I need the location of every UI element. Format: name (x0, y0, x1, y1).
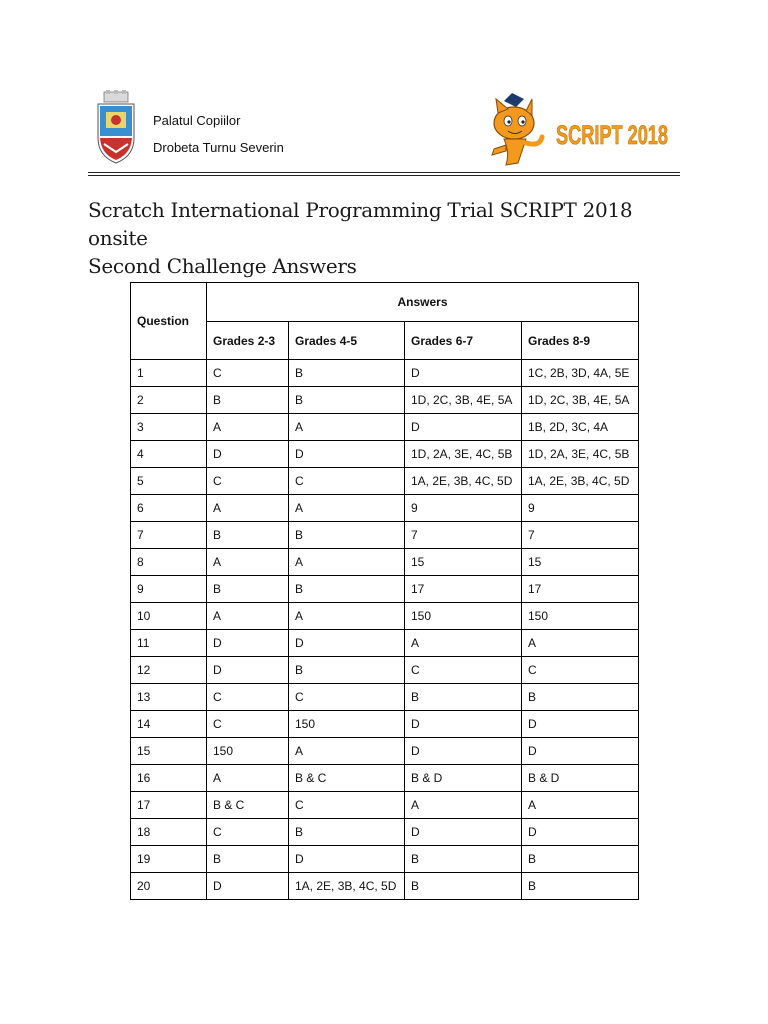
table-row (131, 441, 639, 468)
table-row (131, 522, 639, 549)
answer-cell: 1D, 2C, 3B, 4E, 5A (522, 387, 639, 414)
answer-cell: D (405, 414, 522, 441)
question-number-cell: 5 (131, 468, 207, 495)
answer-cell: A (289, 603, 405, 630)
answer-cell: D (207, 657, 289, 684)
answer-cell: 9 (405, 495, 522, 522)
answer-cell: 1D, 2A, 3E, 4C, 5B (522, 441, 639, 468)
answer-cell: B (405, 846, 522, 873)
question-number-cell: 11 (131, 630, 207, 657)
question-number-cell: 1 (131, 360, 207, 387)
question-header: Question (131, 283, 207, 360)
answer-cell: A (207, 495, 289, 522)
table-row (131, 846, 639, 873)
answers-table (130, 282, 639, 900)
answer-cell: C (207, 684, 289, 711)
answer-cell: 1A, 2E, 3B, 4C, 5D (522, 468, 639, 495)
answer-cell: D (405, 711, 522, 738)
answer-cell: C (207, 468, 289, 495)
question-number-cell: 19 (131, 846, 207, 873)
table-row (131, 765, 639, 792)
answer-cell: B (207, 522, 289, 549)
table-row (131, 468, 639, 495)
question-number-cell: 9 (131, 576, 207, 603)
table-row (131, 630, 639, 657)
table-row (131, 738, 639, 765)
grade-header: Grades 2-3 (207, 322, 289, 360)
answer-cell: A (405, 630, 522, 657)
answer-cell: B (522, 873, 639, 900)
answer-cell: B (289, 522, 405, 549)
table-row (131, 387, 639, 414)
table-row (131, 549, 639, 576)
table-row (131, 657, 639, 684)
answer-cell: C (289, 792, 405, 819)
question-number-cell: 15 (131, 738, 207, 765)
answer-cell: D (289, 441, 405, 468)
answer-cell: 1C, 2B, 3D, 4A, 5E (522, 360, 639, 387)
answer-cell: D (522, 711, 639, 738)
question-number-cell: 13 (131, 684, 207, 711)
answer-cell: 17 (405, 576, 522, 603)
answer-cell: 1A, 2E, 3B, 4C, 5D (405, 468, 522, 495)
table-row (131, 819, 639, 846)
question-number-cell: 3 (131, 414, 207, 441)
question-number-cell: 14 (131, 711, 207, 738)
script-2018-logo (486, 93, 676, 169)
answer-cell: A (207, 414, 289, 441)
title-line-2: Second Challenge Answers (88, 254, 357, 278)
answer-cell: 150 (289, 711, 405, 738)
answer-cell: B (289, 576, 405, 603)
answer-cell: D (207, 873, 289, 900)
page-title (88, 196, 688, 280)
answer-cell: B & C (289, 765, 405, 792)
grade-header: Grades 6-7 (405, 322, 522, 360)
answer-cell: B (207, 576, 289, 603)
answer-cell: B (207, 387, 289, 414)
answer-cell: D (289, 846, 405, 873)
title-line-1: Scratch International Programming Trial SCRIPT 2018 onsite (88, 198, 633, 250)
answer-cell: B (289, 387, 405, 414)
answer-cell: 9 (522, 495, 639, 522)
table-row (131, 495, 639, 522)
answer-cell: B (522, 684, 639, 711)
institution-city: Drobeta Turnu Severin (153, 140, 284, 155)
answer-cell: B (207, 846, 289, 873)
answer-cell: D (289, 630, 405, 657)
question-number-cell: 8 (131, 549, 207, 576)
answer-cell: A (289, 549, 405, 576)
answer-cell: C (207, 819, 289, 846)
table-row (131, 360, 639, 387)
answer-cell: B & D (522, 765, 639, 792)
answer-cell: 7 (522, 522, 639, 549)
answer-cell: 15 (522, 549, 639, 576)
answer-cell: 7 (405, 522, 522, 549)
table-row (131, 792, 639, 819)
question-number-cell: 12 (131, 657, 207, 684)
header-rule-bottom (88, 175, 680, 176)
grade-header: Grades 8-9 (522, 322, 639, 360)
answer-cell: C (289, 468, 405, 495)
question-number-cell: 20 (131, 873, 207, 900)
answer-cell: A (207, 549, 289, 576)
answer-cell: 1D, 2A, 3E, 4C, 5B (405, 441, 522, 468)
answer-cell: B & D (405, 765, 522, 792)
answers-table-body (131, 360, 639, 900)
answer-cell: B (405, 684, 522, 711)
answer-cell: B & C (207, 792, 289, 819)
answer-cell: C (405, 657, 522, 684)
question-number-cell: 16 (131, 765, 207, 792)
answer-cell: 150 (522, 603, 639, 630)
question-number-cell: 4 (131, 441, 207, 468)
answer-cell: A (522, 630, 639, 657)
answer-cell: D (405, 819, 522, 846)
answer-cell: 1D, 2C, 3B, 4E, 5A (405, 387, 522, 414)
answer-cell: A (207, 765, 289, 792)
answer-cell: D (522, 738, 639, 765)
answer-cell: A (522, 792, 639, 819)
question-number-cell: 17 (131, 792, 207, 819)
coat-of-arms-logo (96, 92, 136, 164)
answer-cell: C (207, 360, 289, 387)
answer-cell: B (289, 819, 405, 846)
answer-cell: D (405, 360, 522, 387)
answer-cell: 1B, 2D, 3C, 4A (522, 414, 639, 441)
answers-header: Answers (207, 283, 639, 322)
answer-cell: C (522, 657, 639, 684)
answer-cell: B (405, 873, 522, 900)
answer-cell: B (289, 657, 405, 684)
question-number-cell: 7 (131, 522, 207, 549)
answer-cell: C (207, 711, 289, 738)
table-row (131, 711, 639, 738)
answer-cell: 15 (405, 549, 522, 576)
question-number-cell: 2 (131, 387, 207, 414)
answer-cell: D (207, 630, 289, 657)
table-row (131, 576, 639, 603)
answer-cell: C (289, 684, 405, 711)
answer-cell: D (522, 819, 639, 846)
answer-cell: A (289, 414, 405, 441)
answer-cell: A (289, 738, 405, 765)
answer-cell: D (207, 441, 289, 468)
table-row (131, 603, 639, 630)
table-row (131, 414, 639, 441)
answer-cell: D (405, 738, 522, 765)
answer-cell: 150 (405, 603, 522, 630)
answer-cell: 1A, 2E, 3B, 4C, 5D (289, 873, 405, 900)
header-rule-top (88, 172, 680, 173)
answer-cell: B (522, 846, 639, 873)
answer-cell: 150 (207, 738, 289, 765)
answer-cell: 17 (522, 576, 639, 603)
grade-header: Grades 4-5 (289, 322, 405, 360)
answer-cell: A (405, 792, 522, 819)
scratch-cat-icon (492, 93, 542, 165)
table-row (131, 684, 639, 711)
institution-name: Palatul Copiilor (153, 113, 241, 128)
question-number-cell: 18 (131, 819, 207, 846)
answer-cell: A (207, 603, 289, 630)
answer-cell: B (289, 360, 405, 387)
answer-cell: A (289, 495, 405, 522)
question-number-cell: 6 (131, 495, 207, 522)
table-row (131, 873, 639, 900)
logo-text: SCRIPT 2018 (556, 120, 668, 150)
question-number-cell: 10 (131, 603, 207, 630)
